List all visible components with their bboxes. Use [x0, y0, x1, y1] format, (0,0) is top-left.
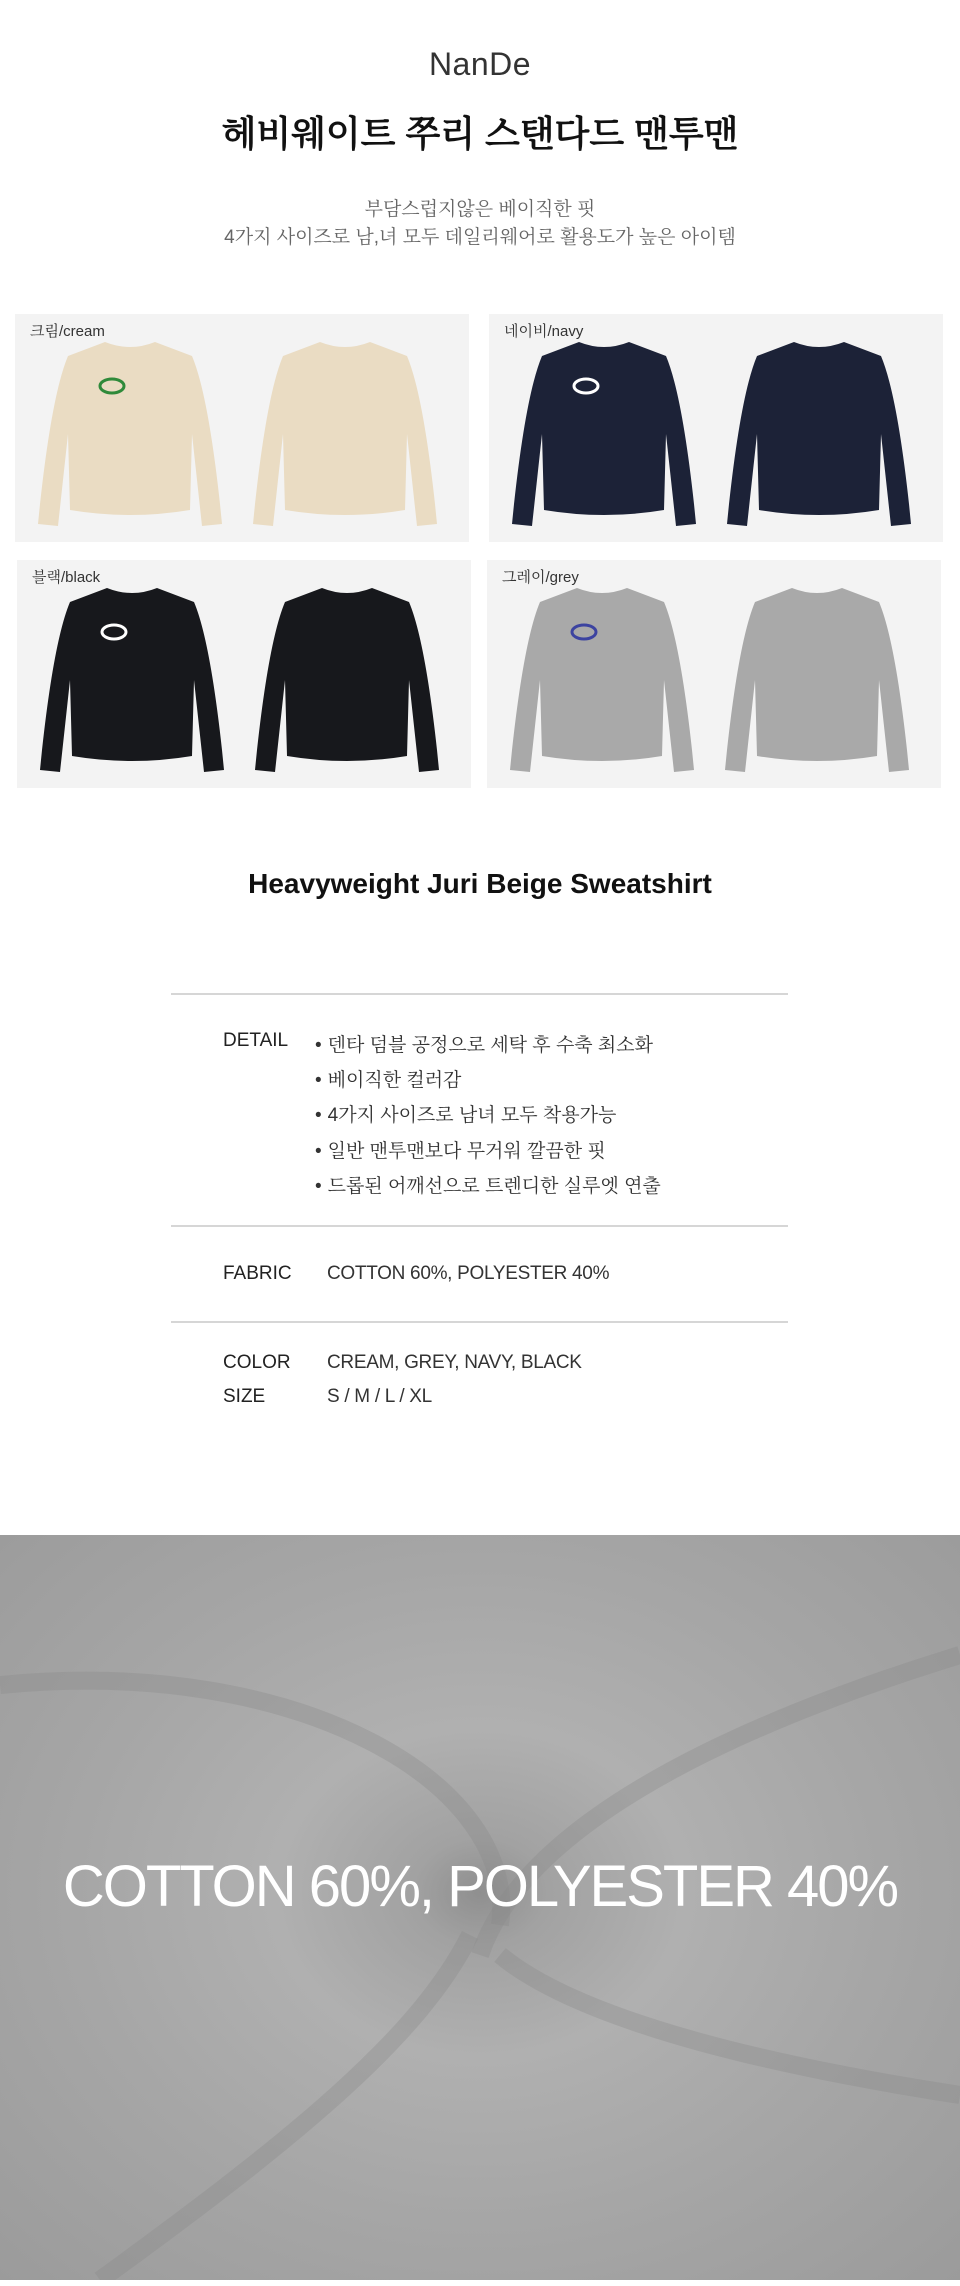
subtitle-line: 부담스럽지않은 베이직한 핏 [364, 199, 596, 220]
fabric-label: FABRIC [223, 1263, 292, 1284]
sweatshirt-back [255, 588, 439, 772]
brand-name: NanDe [428, 46, 532, 82]
sweatshirt-front [510, 588, 694, 772]
product-name: Heavyweight Juri Beige Sweatshirt [248, 868, 712, 899]
sweatshirt-front [512, 342, 696, 526]
detail-item: • 4가지 사이즈로 남녀 모두 착용가능 [315, 1100, 616, 1127]
color-label: 블랙/black [32, 569, 101, 586]
detail-item: • 덴타 덤블 공정으로 세탁 후 수축 최소화 [315, 1030, 653, 1057]
fabric-banner-text: COTTON 60%, POLYESTER 40% [62, 1854, 898, 1919]
color-label: 네이비/navy [504, 323, 584, 340]
divider [171, 993, 788, 995]
detail-item: • 일반 맨투맨보다 무거워 깔끔한 핏 [315, 1136, 606, 1163]
color-panel-navy [489, 314, 943, 542]
sweatshirt-back [725, 588, 909, 772]
fabric-closeup-image [0, 1535, 960, 2280]
color-panel-black [17, 560, 471, 788]
sweatshirt-back [727, 342, 911, 526]
detail-label: DETAIL [223, 1030, 289, 1051]
page-title: 헤비웨이트 쭈리 스탠다드 맨투맨 [221, 113, 739, 154]
size-label: SIZE [223, 1386, 266, 1407]
divider [171, 1225, 788, 1227]
detail-item: • 베이직한 컬러감 [315, 1065, 461, 1092]
sweatshirt-front [38, 342, 222, 526]
sweatshirt-front [40, 588, 224, 772]
color-label: 그레이/grey [502, 569, 579, 586]
color-value: CREAM, GREY, NAVY, BLACK [327, 1352, 582, 1373]
fabric-value: COTTON 60%, POLYESTER 40% [327, 1263, 610, 1284]
sweatshirt-back [253, 342, 437, 526]
size-value: S / M / L / XL [327, 1386, 432, 1407]
color-label: 크림/cream [30, 323, 105, 340]
detail-item: • 드롭된 어깨선으로 트렌디한 실루엣 연출 [315, 1171, 661, 1198]
divider [171, 1321, 788, 1323]
color-label: COLOR [223, 1352, 291, 1373]
color-panel-grey [487, 560, 941, 788]
color-panel-cream [15, 314, 469, 542]
subtitle-line: 4가지 사이즈로 남,녀 모두 데일리웨어로 활용도가 높은 아이템 [224, 227, 736, 248]
